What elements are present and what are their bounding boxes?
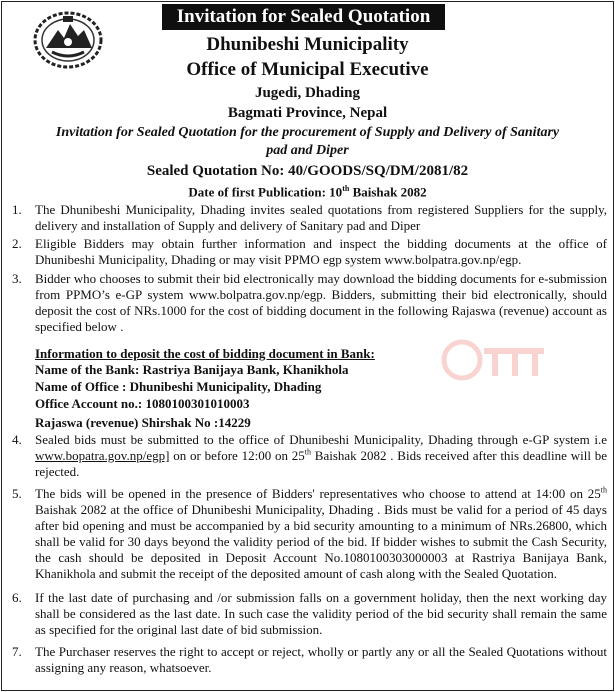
bank-office-name: Name of Office : Dhunibeshi Municipality, Dhading [35,379,322,394]
location-line: Jugedi, Dhading [254,85,361,101]
item-text: Eligible Bidders may obtain further information and inspect the bidding documents at the office of Dhunibeshi Municipality, Dhading or may visit PPMO egp system www.bolpatra.gov.np/egp. [35,236,607,267]
province-line: Bagmati Province, Nepal [227,105,388,121]
item-number: 3. [12,271,22,286]
egp-link[interactable]: www.bopatra.gov.np/egp] [35,448,170,463]
item-text: The bids will be opened in the presence of Bidders' representatives who choose to attend at 14:00 on 25th Baishak 2082 at the office of Dhunibeshi Municipality, Dhading . Bids must be valid for a period of 45 days after bid opening and must be accompanied by a bid security amounting to a minimum of NRs.26800, which shall be valid for 30 days beyond the validity period of the bid. If bidder wishes to submit the Cash Security, the cash should be deposited in Deposit Account No.1080100303000003 at Rastriya Banijaya Bank, Khanikhola and submit the receipt of the deposited amount of cash along with the Sealed Quotation. [35,485,607,581]
item-text: If the last date of purchasing and /or submission falls on a government holiday, then the next working day shall be considered as the last date. In such case the validity period of the bid security shall remain the same as specified for the original last date of bid submission. [35,590,607,637]
item-number: 1. [12,202,22,217]
item-number: 2. [12,236,22,251]
publication-date: Date of first Publication: 10th Baishak 2082 [188,184,427,200]
item-number: 5. [12,486,22,501]
bank-name: Name of the Bank: Rastriya Banijaya Bank, Khanikhola [35,362,349,377]
subject-line: Invitation for Sealed Quotation for the procurement of Supply and Delivery of Sanitary pad and Diper [55,125,560,158]
bank-account-number: Office Account no.: 1080100301010003 [35,396,250,411]
item-text: The Dhunibeshi Municipality, Dhading invites sealed quotations from registered Suppliers for the supply, delivery and installation of Supply and delivery of Sanitary pad and Diper [35,202,607,233]
item-number: 4. [12,432,22,447]
office-name: Office of Municipal Executive [186,59,429,80]
watermark-logo-icon [440,338,550,382]
revenue-heading-number: Rajaswa (revenue) Shirshak No :14229 [35,415,251,430]
bank-info-heading: Information to deposit the cost of bidding document in Bank: [35,346,375,361]
item-number: 6. [12,590,22,605]
sealed-quotation-number: Sealed Quotation No: 40/GOODS/SQ/DM/2081/82 [146,163,469,179]
item-text: The Purchaser reserves the right to accept or reject, wholly or partly any or all the Sealed Quotations without assigning any reason, whatsoever. [35,644,607,675]
item-text: Bidder who chooses to submit their bid electronically may download the bidding documents for e-submission from PPMO’s e-GP system www.bolpatra.gov.np/egp. Bidders, submitting their bid electronically, should deposit the cost of NRs.1000 for the cost of bidding document in the following Rajaswa (revenue) account as specified below . [35,271,607,334]
item-text: Sealed bids must be submitted to the office of Dhunibeshi Municipality, Dhading through e-GP system i.e www.bopatra.gov.np/egp] on or before 12:00 on 25th Baishak 2082 . Bids received after this deadline will be rejected. [35,432,607,479]
municipality-name: Dhunibeshi Municipality [206,34,409,55]
item-number: 7. [12,644,22,659]
notice-banner: Invitation for Sealed Quotation [162,4,445,30]
